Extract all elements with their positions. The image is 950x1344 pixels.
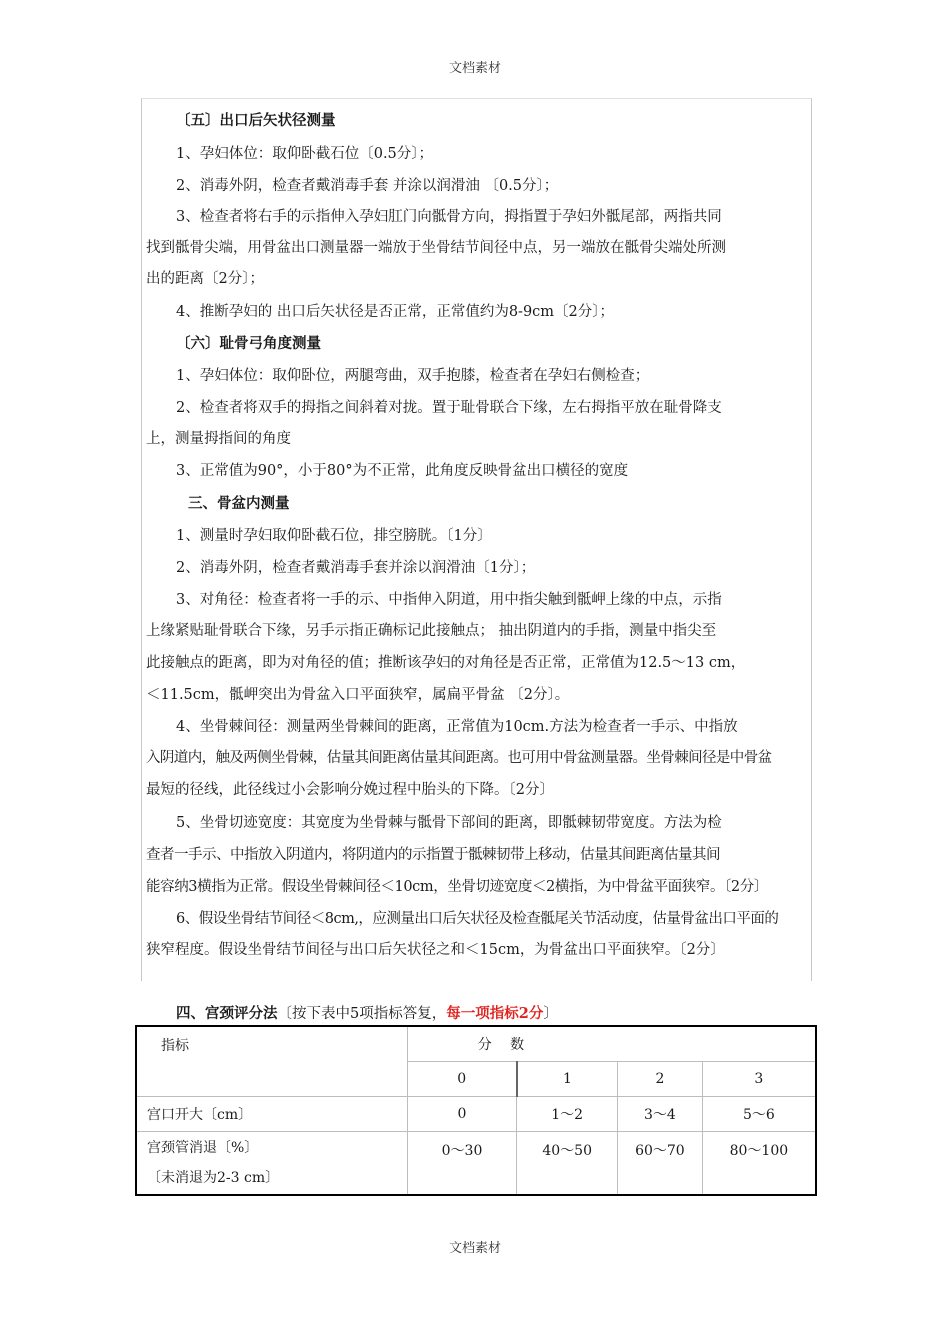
section-3-line-6a: 6、假设坐骨结节间径＜8cm,，应测量出口后矢状径及检查骶尾关节活动度，估量骨盆出口平面的	[176, 911, 779, 927]
level-1: 1	[517, 1062, 618, 1097]
section-6-line-2a: 2、检查者将双手的拇指之间斜着对拢。置于耻骨联合下缘，左右拇指平放在耻骨降支	[176, 400, 722, 416]
level-2: 2	[618, 1062, 703, 1097]
row-label-main: 宫颈管消退〔%〕	[147, 1140, 259, 1156]
section-3-line-4c: 最短的径线，此径线过小会影响分娩过程中胎头的下降。〔2分〕	[146, 782, 554, 798]
section-5-line-3b: 找到骶骨尖端，用骨盆出口测量器一端放于坐骨结节间径中点，另一端放在骶骨尖端处所测	[146, 240, 726, 256]
page-footer: 文档素材	[448, 1241, 501, 1256]
section-3-line-5c: 能容纳3横指为正常。假设坐骨棘间径＜10cm，坐骨切迹宽度＜2横指，为中骨盆平面狭窄。〔2分〕	[146, 879, 768, 895]
section-6-line-2b: 上，测量拇指间的角度	[146, 431, 291, 447]
section-5-line-3a: 3、检查者将右手的示指伸入孕妇肛门向骶骨方向，拇指置于孕妇外骶尾部，两指共同	[176, 209, 722, 225]
section-5-line-1: 1、孕妇体位：取仰卧截石位〔0.5分〕；	[176, 146, 434, 162]
section-6-title: 〔六〕耻骨弓角度测量	[176, 336, 321, 352]
header-indicator: 指标	[136, 1026, 407, 1097]
section-5-line-4: 4、推断孕妇的 出口后矢状径是否正常，正常值约为8-9cm〔2分〕；	[176, 304, 615, 320]
table-cell: 0～30	[407, 1132, 517, 1196]
cervix-score-table	[135, 1025, 817, 1196]
section-3-line-3d: ＜11.5cm，骶岬突出为骨盆入口平面狭窄，属扁平骨盆 〔2分〕。	[146, 687, 570, 703]
section-4-note-end: 〕	[543, 1006, 558, 1022]
table-header-row	[136, 1026, 816, 1062]
header-score: 分 数	[407, 1026, 816, 1062]
section-3-line-3b: 上缘紧贴耻骨联合下缘，另手示指正确标记此接触点； 抽出阴道内的手指，测量中指尖至	[146, 623, 717, 639]
section-4-heading: 四、宫颈评分法	[176, 1006, 278, 1022]
section-3-line-4a: 4、坐骨棘间径：测量两坐骨棘间的距离，正常值为10cm.方法为检查者一手示、中指放	[176, 719, 738, 735]
section-3-line-6b: 狭窄程度。假设坐骨结节间径与出口后矢状径之和＜15cm，为骨盆出口平面狭窄。〔2分〕	[146, 942, 725, 958]
section-4-red-note: 每一项指标2分	[446, 1005, 544, 1022]
section-3-line-5a: 5、坐骨切迹宽度：其宽度为坐骨棘与骶骨下部间的距离，即骶棘韧带宽度。方法为检	[176, 815, 722, 831]
section-3-line-2: 2、消毒外阴，检查者戴消毒手套并涂以润滑油〔1分〕；	[176, 560, 536, 576]
section-3-line-3c: 此接触点的距离，即为对角径的值；推断该孕妇的对角径是否正常，正常值为12.5～13 cm，	[146, 655, 746, 671]
section-5-line-2: 2、消毒外阴，检查者戴消毒手套 并涂以润滑油 〔0.5分〕；	[176, 178, 559, 194]
row-label	[136, 1132, 407, 1196]
section-3-line-5b: 查者一手示、中指放入阴道内，将阴道内的示指置于骶棘韧带上移动，估量其间距离估量其间	[146, 847, 720, 863]
section-3-title: 三、骨盆内测量	[188, 496, 290, 512]
section-3-line-4b: 入阴道内，触及两侧坐骨棘，估量其间距离估量其间距离。也可用中骨盆测量器。坐骨棘间径是中骨盆	[146, 750, 772, 766]
section-6-line-1: 1、孕妇体位：取仰卧位，两腿弯曲，双手抱膝，检查者在孕妇右侧检查；	[176, 368, 650, 384]
section-4-title	[176, 1004, 840, 1024]
table-cell: 5～6	[702, 1097, 816, 1132]
row-label-sub: 〔未消退为2-3 cm〕	[147, 1170, 280, 1186]
table-cell: 40～50	[517, 1132, 618, 1196]
row-label: 宫口开大〔cm〕	[136, 1097, 407, 1132]
section-5-title: 〔五〕出口后矢状径测量	[176, 113, 336, 129]
page-header: 文档素材	[448, 61, 501, 76]
table-cell: 0	[407, 1097, 517, 1132]
section-6-line-3: 3、正常值为90°，小于80°为不正常，此角度反映骨盆出口横径的宽度	[176, 463, 629, 479]
level-0: 0	[407, 1062, 517, 1097]
section-3-line-3a: 3、对角径：检查者将一手的示、中指伸入阴道，用中指尖触到骶岬上缘的中点，示指	[176, 592, 722, 608]
table-cell: 3～4	[618, 1097, 703, 1132]
table-cell: 1～2	[517, 1097, 618, 1132]
section-4-note: 〔按下表中5项指标答复，	[277, 1006, 447, 1022]
level-3: 3	[702, 1062, 816, 1097]
table-cell: 60～70	[618, 1132, 703, 1196]
section-3-line-1: 1、测量时孕妇取仰卧截石位，排空膀胱。〔1分〕	[176, 528, 492, 544]
section-5-line-3c: 出的距离〔2分〕；	[146, 271, 264, 287]
table-row	[136, 1097, 816, 1132]
table-cell: 80～100	[702, 1132, 816, 1196]
table-row	[136, 1132, 816, 1196]
